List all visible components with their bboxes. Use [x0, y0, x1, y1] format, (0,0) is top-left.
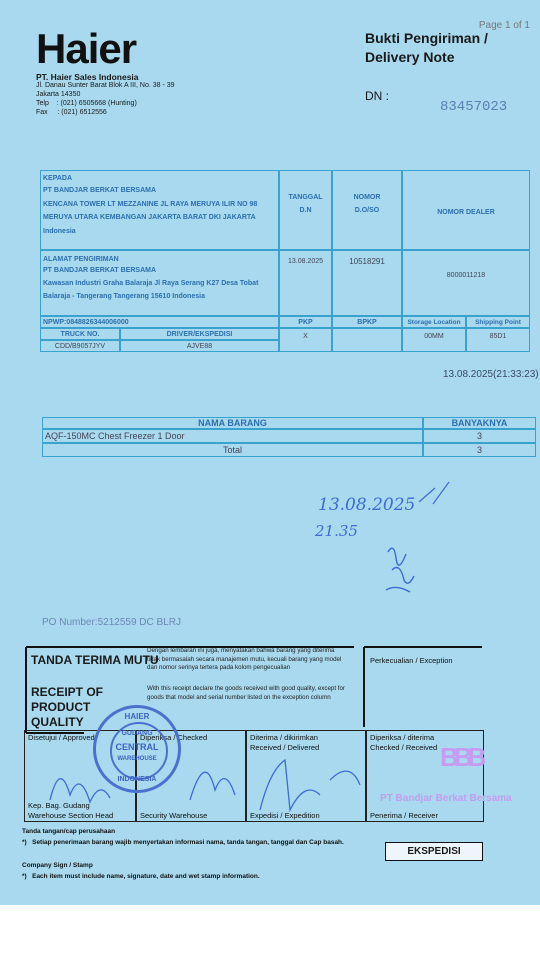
receiver-stamp-name: PT Bandjar Berkat Bersama [380, 793, 512, 804]
recipient-address-1: KENCANA TOWER LT MEZZANINE JL RAYA MERUYA ILIR NO 98 [43, 201, 258, 208]
dealer-header-cell [402, 170, 530, 250]
nomor-label: NOMOR [353, 194, 381, 201]
npwp-value: NPWP:0848826344006000 [43, 319, 129, 326]
item-name-label: NAMA BARANG [198, 418, 267, 428]
stamp-bottom-text: INDONESIA [117, 776, 157, 783]
tanggal-header-cell [279, 170, 332, 250]
recipient-cell [40, 170, 279, 250]
dn-date: 13.08.2025 [287, 258, 324, 265]
handwritten-time: 21.35 [315, 522, 358, 540]
receipt-text-id: Dengan lembaran ini juga, menyatakan bahwa barang yang diterima tidak bermasalah secara manajemen mutu, kecuali barang yang model dan nomor serinya tertera pada kolom pengecualian [147, 647, 342, 672]
truck-no-cell [40, 340, 120, 352]
tanggal-sublabel: D.N [299, 207, 312, 214]
handwritten-mark [415, 478, 455, 508]
stamp-gudang-text: GUDANG [121, 730, 153, 737]
company-address-1: Jl. Danau Sunter Barat Blok A III, No. 38 - 39 [36, 82, 175, 89]
company-fax: Fax : (021) 6512556 [36, 109, 107, 116]
driver-name: AJVE88 [186, 343, 213, 350]
stamp-top-text: HAIER [124, 712, 150, 721]
dealer-number-cell [402, 250, 530, 316]
document-title: Bukti Pengiriman / Delivery Note [365, 30, 488, 65]
expedition-label: Expedisi / Expedition [250, 811, 320, 820]
received-label-1: Diperiksa / diterima [370, 733, 435, 742]
driver-label: DRIVER/EKSPEDISI [166, 331, 233, 338]
total-qty-cell [423, 443, 536, 457]
security-label: Security Warehouse [140, 811, 208, 820]
warehouse-head-label-2: Warehouse Section Head [28, 811, 114, 820]
page-label: Page 1 of 1 [478, 20, 530, 31]
bpkp-value-cell [332, 328, 402, 352]
company-telp: Telp : (021) 6505668 (Hunting) [36, 100, 137, 107]
company-address-2: Jakarta 14350 [36, 91, 81, 98]
truck-number: CDD/B9057JYV [54, 343, 106, 350]
shipping-address-2: Balaraja - Tangerang Tangerang 15610 Indonesia [43, 293, 205, 300]
item-name: AQF-150MC Chest Freezer 1 Door [45, 431, 185, 441]
kepada-label: KEPADA [43, 175, 73, 182]
nomor-header-cell [332, 170, 402, 250]
pkp-label: PKP [298, 319, 313, 326]
note-company-sign-id: Tanda tangan/cap perusahaan [22, 828, 116, 835]
tanggal-label: TANGGAL [288, 194, 323, 201]
delivered-label-2: Received / Delivered [250, 743, 320, 752]
driver-header [120, 328, 279, 340]
dn-number: 83457023 [440, 99, 508, 115]
approved-label: Disetujui / Approved [28, 733, 95, 742]
total-label: Total [222, 445, 242, 455]
receiver-label: Penerima / Receiver [370, 811, 438, 820]
pkp-value-cell [279, 328, 332, 352]
stamp-warehouse-text: WAREHOUSE [117, 756, 157, 762]
storage-header [402, 316, 466, 328]
dn-date-cell [279, 250, 332, 316]
pkp-header [279, 316, 332, 328]
so-number: 10518291 [349, 257, 385, 266]
warehouse-head-label-1: Kep. Bag. Gudang [28, 801, 90, 810]
exception-label: Perkecualian / Exception [370, 656, 453, 665]
company-name: PT. Haier Sales Indonesia [36, 72, 139, 82]
so-number-cell [332, 250, 402, 316]
delivered-label-1: Diterima / dikirimkan [250, 733, 318, 742]
item-name-header [42, 417, 423, 429]
truck-header [40, 328, 120, 340]
dealer-label: NOMOR DEALER [437, 209, 495, 216]
note-company-sign-en: Company Sign / Stamp [22, 862, 93, 869]
item-qty-header [423, 417, 536, 429]
shipping-name: PT BANDJAR BERKAT BERSAMA [43, 267, 157, 274]
item-qty-label: BANYAKNYA [451, 418, 508, 428]
copy-label: EKSPEDISI [385, 842, 483, 861]
shipping-address-cell [40, 250, 279, 316]
shipping-label: ALAMAT PENGIRIMAN [43, 256, 119, 263]
handwritten-initials [380, 540, 420, 600]
recipient-country: Indonesia [43, 228, 76, 235]
item-qty: 3 [476, 431, 482, 441]
shipping-point-value-cell [466, 328, 530, 352]
item-qty-cell [423, 429, 536, 443]
checked-label: Diperiksa / Checked [140, 733, 208, 742]
note-requirement-id: *) Setiap penerimaan barang wajib menyertakan informasi nama, tanda tangan, tanggal dan Cap basah. [22, 839, 344, 846]
shipping-point-label: Shipping Point [475, 319, 521, 326]
driver-cell [120, 340, 279, 352]
handwritten-date: 13.08.2025 [318, 495, 416, 515]
receiver-stamp-logo: BBB [440, 742, 482, 772]
npwp-cell [40, 316, 279, 328]
shipping-point-header [466, 316, 530, 328]
truck-label: TRUCK NO. [60, 331, 100, 338]
table-row [42, 429, 423, 443]
storage-label: Storage Location [407, 319, 461, 326]
po-number: PO Number:5212559 DC BLRJ [42, 617, 181, 628]
dn-label: DN : [365, 89, 389, 103]
print-timestamp: 13.08.2025(21:33:23) [443, 369, 539, 380]
note-requirement-en: *) Each item must include name, signature, date and wet stamp information. [22, 873, 260, 880]
dealer-number: 8000011218 [446, 272, 486, 279]
bpkp-header [332, 316, 402, 328]
recipient-address-2: MERUYA UTARA KEMBANGAN JAKARTA BARAT DKI JAKARTA [43, 214, 256, 221]
total-qty: 3 [476, 445, 482, 455]
total-row [42, 443, 423, 457]
stamp-central-text: CENTRAL [115, 742, 159, 752]
nomor-sublabel: D.O/SO [354, 207, 380, 214]
shipping-address-1: Kawasan Industri Graha Balaraja Jl Raya Serang K27 Desa Tobat [43, 280, 259, 287]
shipping-point-value: 85D1 [489, 333, 507, 340]
pkp-value: X [303, 333, 308, 340]
receipt-title-en: RECEIPT OF PRODUCT QUALITY [31, 685, 104, 729]
recipient-name: PT BANDJAR BERKAT BERSAMA [43, 187, 157, 194]
storage-value-cell [402, 328, 466, 352]
bpkp-label: BPKP [357, 319, 377, 326]
receipt-text-en: With this receipt declare the goods received with good quality, except for goods that model and serial number listed on the exception column [147, 685, 345, 701]
company-logo: Haier [36, 25, 137, 72]
receipt-title-id: TANDA TERIMA MUTU [31, 653, 159, 667]
storage-value: 00MM [424, 333, 444, 340]
received-label-2: Checked / Received [370, 743, 438, 752]
